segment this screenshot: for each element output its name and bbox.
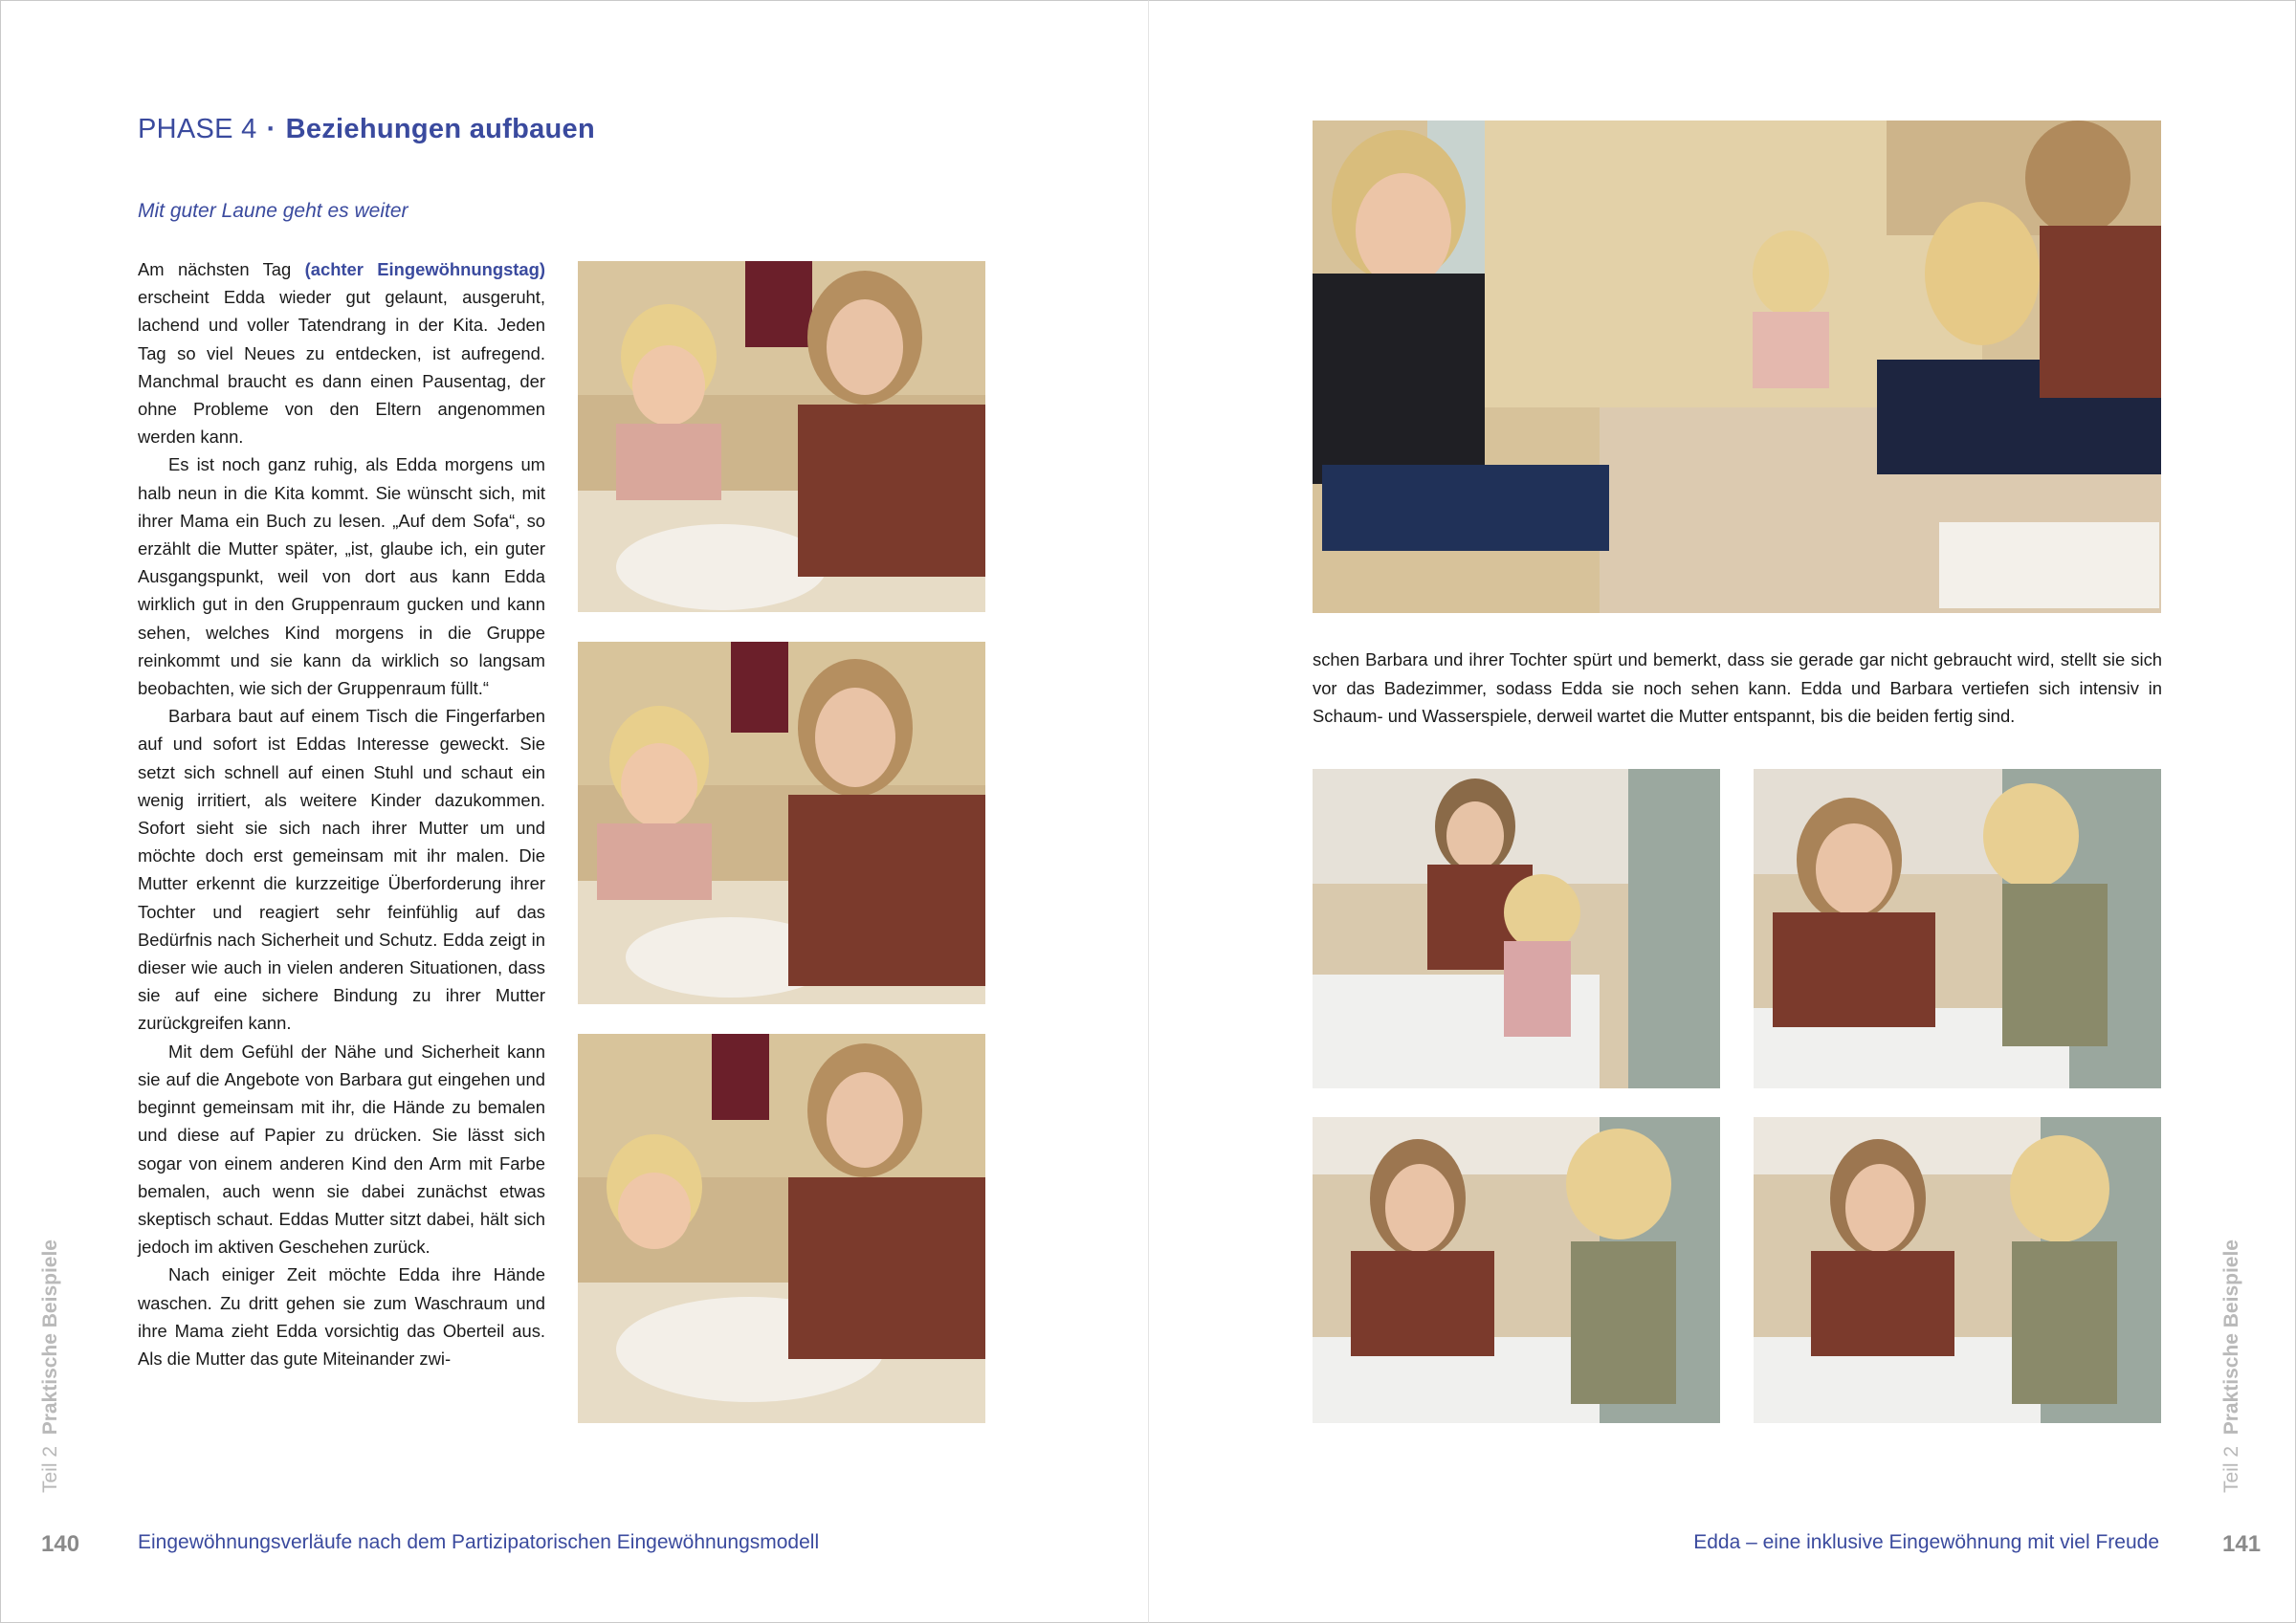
photo-washroom-4: [1754, 1117, 2161, 1423]
phase-separator: ·: [266, 114, 276, 144]
photo-washroom-1: [1313, 769, 1720, 1088]
photo-finger-painting-3: [578, 1034, 985, 1423]
side-part-right: Teil 2: [2220, 1445, 2242, 1493]
phase-title: Beziehungen aufbauen: [285, 114, 595, 144]
photo-finger-painting-1: [578, 261, 985, 612]
photo-washroom-2: [1754, 769, 2161, 1088]
photo-finger-painting-2: [578, 642, 985, 1004]
page-number-left: 140: [41, 1531, 80, 1557]
paragraph-3: Barbara baut auf einem Tisch die Fingerfarben auf und sofort ist Eddas Interesse geweckt. Sie setzt sich schnell auf einen Stuhl und schaut ein wenig irritiert, als weitere Kinder dazukommen. Sofort sieht sie sich nach ihrer Mutter um und möchte doch erst gemeinsam mit ihr malen. Die Mutter erkennt die kurzzeitige Überforderung ihrer Tochter und reagiert sehr feinfühlig auf das Bedürfnis nach Sicherheit und Schutz. Edda zeigt in dieser wie auch in vielen anderen Situationen, dass sie auf eine sichere Bindung zu ihrer Mutter zurückgreifen kann.: [138, 706, 545, 1034]
side-label-right: [2220, 1239, 2243, 1493]
photo-washroom-3: [1313, 1117, 1720, 1423]
photo-table-group: [1313, 121, 2161, 613]
phase-heading: [138, 114, 595, 145]
paragraph-1: Am nächsten Tag (achter Eingewöhnungstag) erscheint Edda wieder gut gelaunt, ausgeruht, lachend und voller Tatendrang in der Kita. Jeden Tag so viel Neues zu entdecken, ist aufregend. Manchmal braucht es dann einen Pausentag, der ohne Probleme von den Eltern angenommen werden kann.: [138, 259, 546, 448]
paragraph-5: Nach einiger Zeit möchte Edda ihre Hände waschen. Zu dritt gehen sie zum Waschraum und ihre Mama zieht Edda vorsichtig das Oberteil aus. Als die Mutter das gute Miteinander zwi-: [138, 1264, 545, 1369]
footer-title-left: Eingewöhnungsverläufe nach dem Partizipatorischen Eingewöhnungsmodell: [138, 1531, 820, 1553]
paragraph-4: Mit dem Gefühl der Nähe und Sicherheit kann sie auf die Angebote von Barbara gut eingehen und beginnt gemeinsam mit ihr, die Hände zu bemalen und diese auf Papier zu drücken. Sie lässt sich sogar von einem anderen Kind den Arm mit Farbe bemalen, auch wenn sie dabei zunächst etwas skeptisch schaut. Eddas Mutter sitzt dabei, hält sich jedoch im aktiven Geschehen zurück.: [138, 1041, 545, 1258]
continuation-paragraph: schen Barbara und ihrer Tochter spürt und bemerkt, dass sie gerade gar nicht gebraucht wird, stellt sie sich vor das Badezimmer, sodass Edda sie noch sehen kann. Edda und Barbara vertiefen sich intensiv in Schaum- und Wasserspiele, derweil wartet die Mutter entspannt, bis die beiden fertig sind.: [1313, 649, 2162, 726]
side-label-left: [39, 1239, 62, 1493]
body-text-column: [138, 255, 545, 1372]
page-number-right: 141: [2222, 1531, 2262, 1557]
side-section-left: Praktische Beispiele: [39, 1239, 61, 1436]
footer-title-right: Edda – eine inklusive Eingewöhnung mit viel Freude: [1693, 1531, 2159, 1553]
paragraph-2: Es ist noch ganz ruhig, als Edda morgens um halb neun in die Kita kommt. Sie wünscht sich, mit ihrer Mama ein Buch zu lesen. „Auf dem Sofa“, so erzählt die Mutter später, „ist, glaube ich, ein guter Ausgangspunkt, weil von dort aus kann Edda wirklich gut in den Gruppenraum gucken und kann sehen, welches Kind morgens in die Gruppe reinkommt und sie kann da wirklich so langsam beobachten, wie sich der Gruppenraum füllt.“: [138, 454, 545, 699]
side-part-left: Teil 2: [39, 1445, 61, 1493]
side-section-right: Praktische Beispiele: [2220, 1239, 2242, 1436]
phase-label: PHASE 4: [138, 114, 257, 144]
highlight-day: (achter Eingewöhnungstag): [304, 259, 546, 279]
continuation-text: [1313, 646, 2162, 731]
right-page: [1148, 0, 2296, 1623]
section-subheading: Mit guter Laune geht es weiter: [138, 200, 408, 222]
